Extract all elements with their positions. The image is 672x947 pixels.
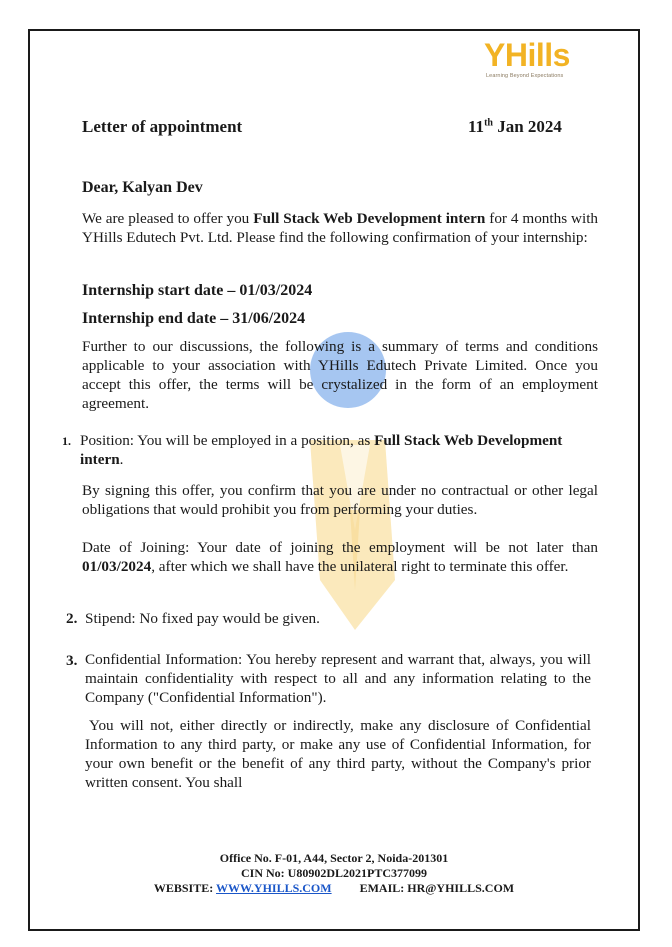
terms-paragraph: Further to our discussions, the following is a summary of terms and conditions applicable to your association with YHills Edutech Private Limited. Once you accept this offer, the terms will be crystalized in the form of an employment agreement. xyxy=(82,338,598,412)
joining-paragraph: Date of Joining: Your date of joining the employment will be not later than 01/03/2024, after which we shall have the unilateral right to terminate this offer. xyxy=(82,539,598,575)
start-date: Internship start date – 01/03/2024 xyxy=(82,282,313,299)
logo-wordmark: YHills xyxy=(484,37,570,73)
greeting: Dear, Kalyan Dev xyxy=(82,179,203,196)
end-date: Internship end date – 31/06/2024 xyxy=(82,310,306,327)
signing-paragraph: By signing this offer, you confirm that you are under no contractual or other legal obligations that would prohibit you from performing your duties. xyxy=(82,482,598,518)
footer-cin: CIN No: U80902DL2021PTC377099 xyxy=(241,866,427,880)
confidential-clause: Confidential Information: You hereby represent and warrant that, always, you will maintain confidentiality with respect to all and any information relating to the Company ("Confidential Information"). xyxy=(85,651,591,706)
position-clause: Position: You will be employed in a position, as Full Stack Web Development intern. xyxy=(80,432,563,468)
website-link[interactable]: WWW.YHILLS.COM xyxy=(216,881,332,895)
item-number-1: 1. xyxy=(62,434,71,448)
intro-paragraph: We are pleased to offer you Full Stack Web Development intern for 4 months with YHills Edutech Pvt. Ltd. Please find the following confirmation of your internship: xyxy=(82,210,599,246)
item-number-2: 2. xyxy=(66,610,78,627)
footer-contact: WEBSITE: WWW.YHILLS.COM EMAIL: HR@YHILLS.COM xyxy=(153,881,515,895)
letter-date: 11th Jan 2024 xyxy=(468,117,562,136)
letter-title: Letter of appointment xyxy=(82,117,243,136)
yhills-logo xyxy=(484,38,604,86)
stipend-clause: Stipend: No fixed pay would be given. xyxy=(85,610,320,627)
footer-email: EMAIL: HR@YHILLS.COM xyxy=(359,881,515,895)
item-number-3: 3. xyxy=(66,652,78,669)
disclosure-paragraph: You will not, either directly or indirectly, make any disclosure of Confidential Information to any third party, or make any use of Confidential Information, for your own benefit or the benefit of any third party, without the Company's prior written consent. You shall xyxy=(85,717,591,791)
logo-tagline: Learning Beyond Expectations xyxy=(486,73,564,79)
footer-office: Office No. F-01, A44, Sector 2, Noida-201301 xyxy=(219,851,449,865)
